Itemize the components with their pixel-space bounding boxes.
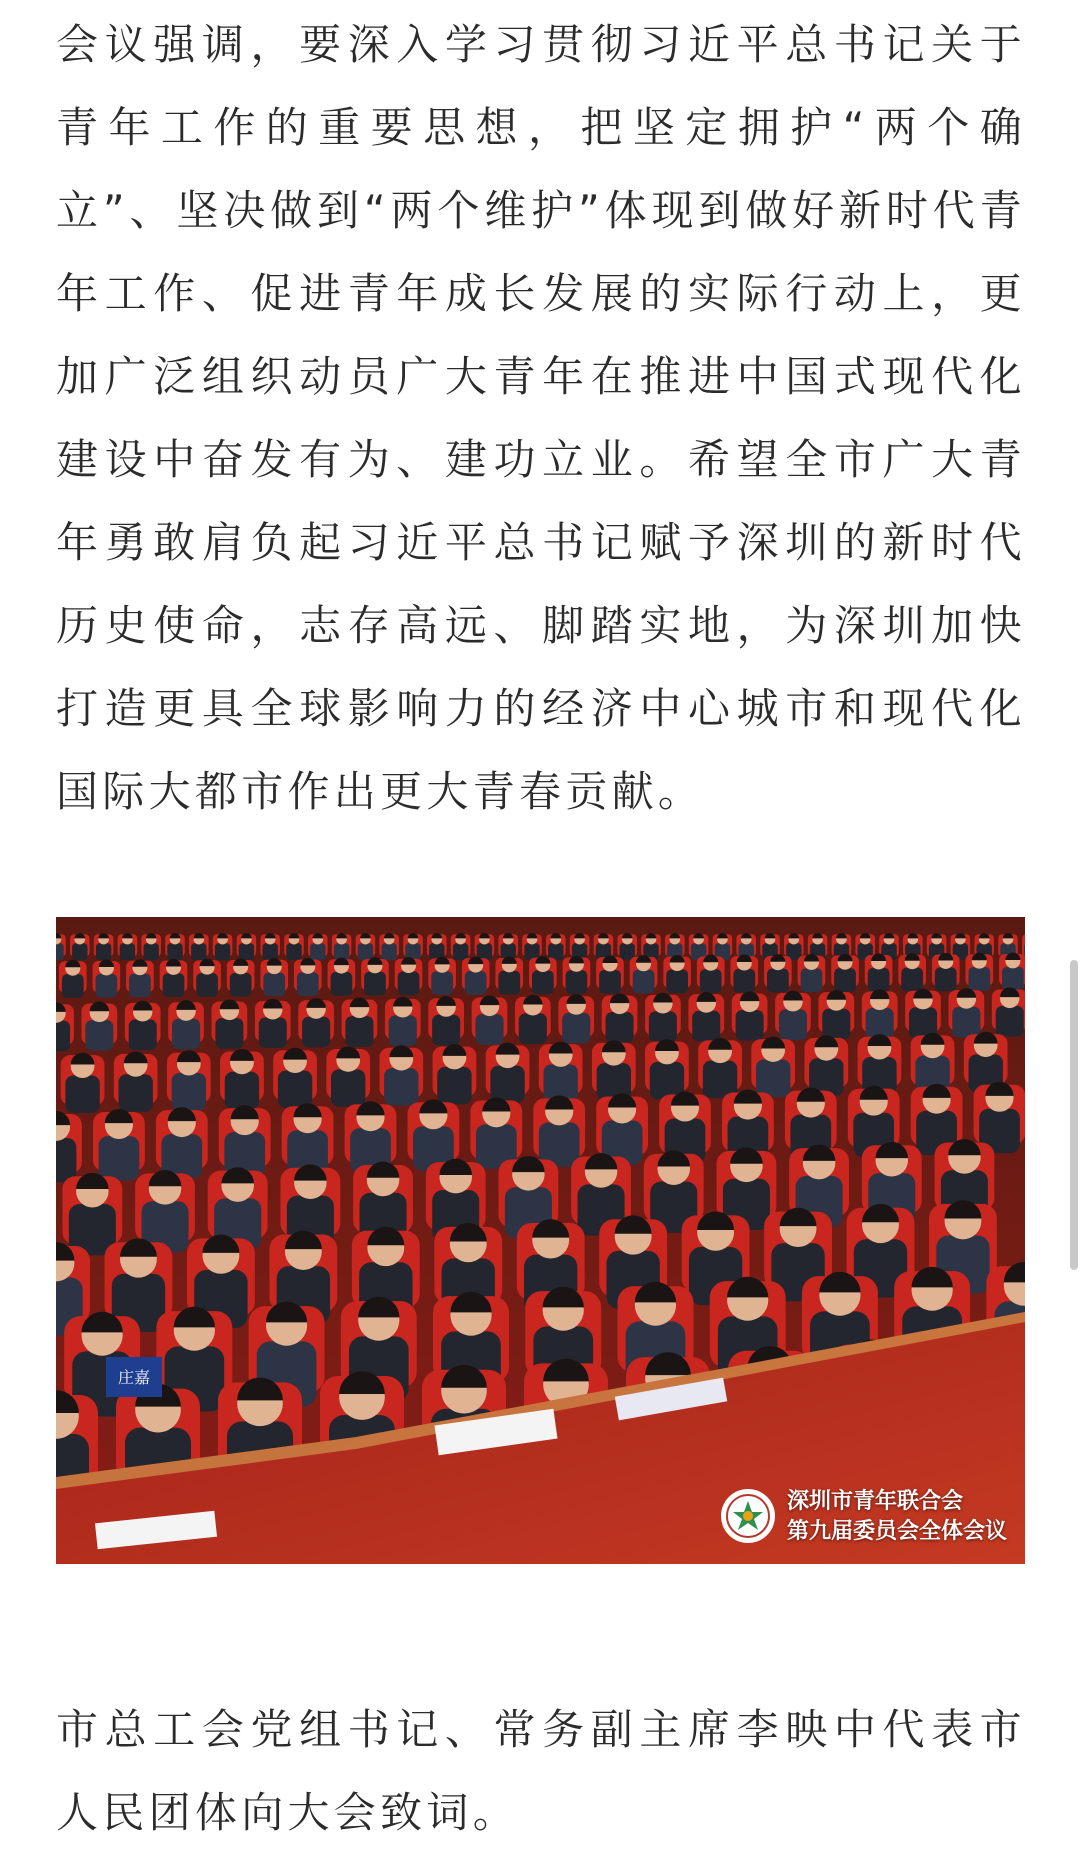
scrollbar-thumb[interactable] — [1070, 960, 1078, 1270]
article-paragraph: 会议强调，要深入学习贯彻习近平总书记关于青年工作的重要思想，把坚定拥护“两个确立”、坚决做到“两个维护”体现到做好新时代青年工作、促进青年成长发展的实际行动上，更加广泛组织动员广大青年在推进中国式现代化建设中奋发有为、建功立业。希望全市广大青年勇敢肩负起习近平总书记赋予深圳的新时代历史使命，志存高远、脚踏实地，为深圳加快打造更具全球影响力的经济中心城市和现代化国际大都市作出更大青春贡献。 — [56, 20, 1026, 816]
photo-watermark — [721, 1486, 1007, 1546]
article-paragraph: 市总工会党组书记、常务副主席李映中代表市人民团体向大会致词。 — [56, 1705, 1026, 1837]
conference-photo — [56, 917, 1025, 1564]
audience-illustration — [56, 917, 1025, 1564]
watermark-line1: 深圳市青年联合会 — [786, 1488, 963, 1514]
youth-federation-logo — [721, 1489, 775, 1543]
name-plate: 庄嘉 — [117, 1368, 151, 1387]
watermark-line2: 第九届委员会全体会议 — [786, 1518, 1007, 1544]
